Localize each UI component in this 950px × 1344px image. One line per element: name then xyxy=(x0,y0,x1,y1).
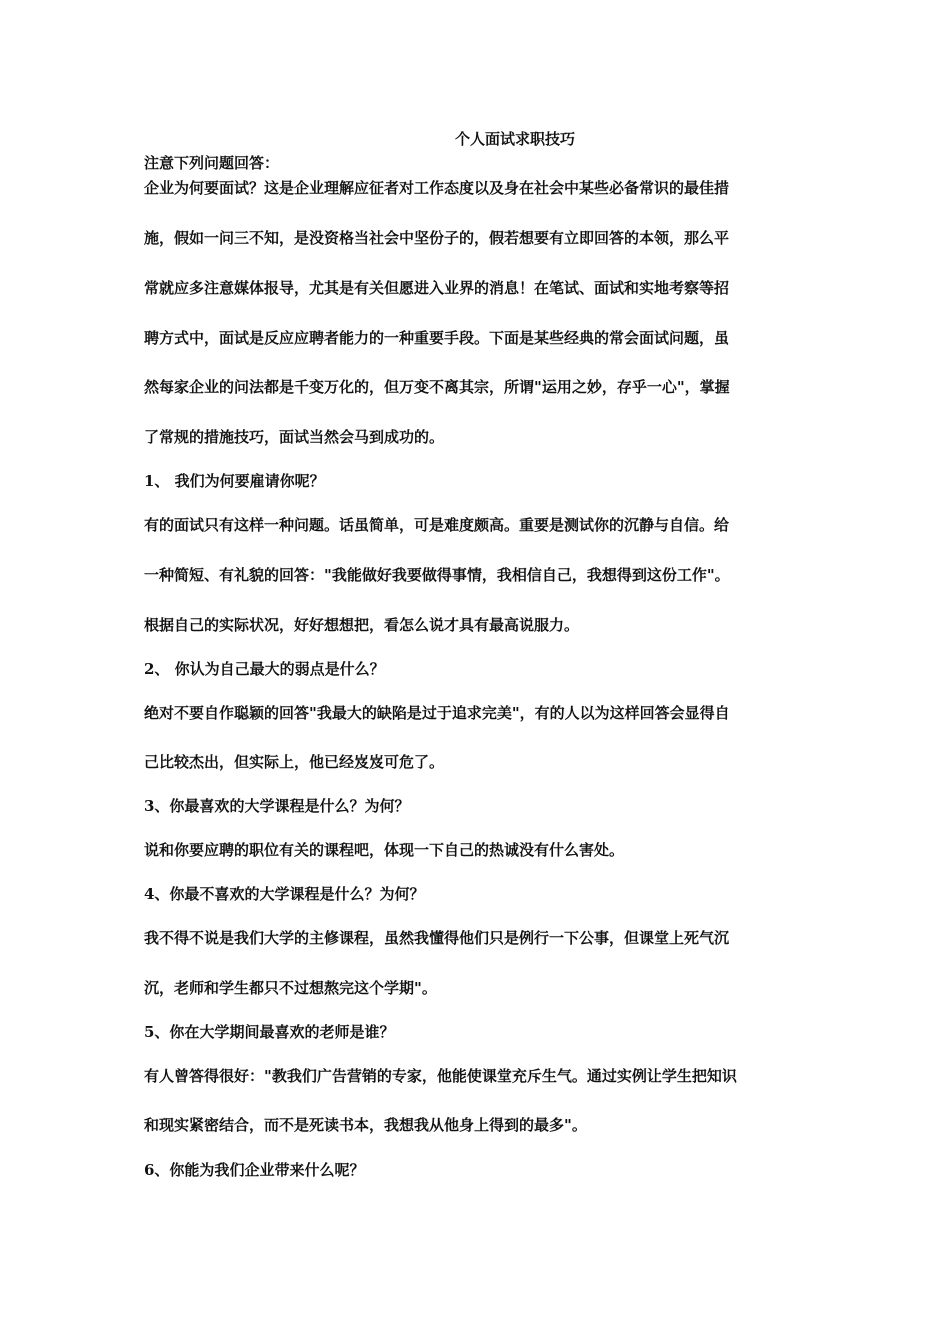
text-line: 然每家企业的问法都是千变万化的，但万变不离其宗，所谓"运用之妙，存乎一心"，掌握 xyxy=(144,378,730,396)
text-line: 沉，老师和学生都只不过想熬完这个学期"。 xyxy=(144,979,437,997)
question-heading: 2、 你认为自己最大的弱点是什么？ xyxy=(144,660,385,678)
text-line: 说和你要应聘的职位有关的课程吧，体现一下自己的热诚没有什么害处。 xyxy=(144,841,625,859)
document-title: 个人面试求职技巧 xyxy=(454,130,575,148)
question-heading: 5、你在大学期间最喜欢的老师是谁？ xyxy=(144,1023,395,1041)
question-heading: 6、你能为我们企业带来什么呢？ xyxy=(144,1161,365,1179)
text-line: 注意下列问题回答： xyxy=(144,154,280,172)
text-line: 了常规的措施技巧，面试当然会马到成功的。 xyxy=(144,428,445,446)
text-line: 和现实紧密结合，而不是死读书本，我想我从他身上得到的最多"。 xyxy=(144,1116,587,1134)
text-line: 有人曾答得很好："教我们广告营销的专家，他能使课堂充斥生气。通过实例让学生把知识 xyxy=(144,1067,737,1085)
text-line: 常就应多注意媒体报导，尤其是有关但愿进入业界的消息！在笔试、面试和实地考察等招 xyxy=(144,279,730,297)
text-line: 一种简短、有礼貌的回答："我能做好我要做得事情，我相信自己，我想得到这份工作"。 xyxy=(144,566,730,584)
text-line: 聘方式中，面试是反应应聘者能力的一种重要手段。下面是某些经典的常会面试问题，虽 xyxy=(144,329,730,347)
text-line: 己比较杰出，但实际上，他已经岌岌可危了。 xyxy=(144,753,445,771)
text-line: 施，假如一问三不知，是没资格当社会中坚份子的，假若想要有立即回答的本领，那么平 xyxy=(144,229,730,247)
text-line: 有的面试只有这样一种问题。话虽简单，可是难度颇高。重要是测试你的沉静与自信。给 xyxy=(144,516,730,534)
text-line: 根据自己的实际状况，好好想想把，看怎么说才具有最高说服力。 xyxy=(144,616,580,634)
text-line: 绝对不要自作聪颖的回答"我最大的缺陷是过于追求完美"，有的人以为这样回答会显得自 xyxy=(144,704,730,722)
text-line: 我不得不说是我们大学的主修课程，虽然我懂得他们只是例行一下公事，但课堂上死气沉 xyxy=(144,929,730,947)
question-heading: 3、你最喜欢的大学课程是什么？为何？ xyxy=(144,797,410,815)
question-heading: 4、你最不喜欢的大学课程是什么？为何？ xyxy=(144,885,425,903)
question-heading: 1、 我们为何要雇请你呢？ xyxy=(144,472,325,490)
text-line: 企业为何要面试？这是企业理解应征者对工作态度以及身在社会中某些必备常识的最佳措 xyxy=(144,179,730,197)
